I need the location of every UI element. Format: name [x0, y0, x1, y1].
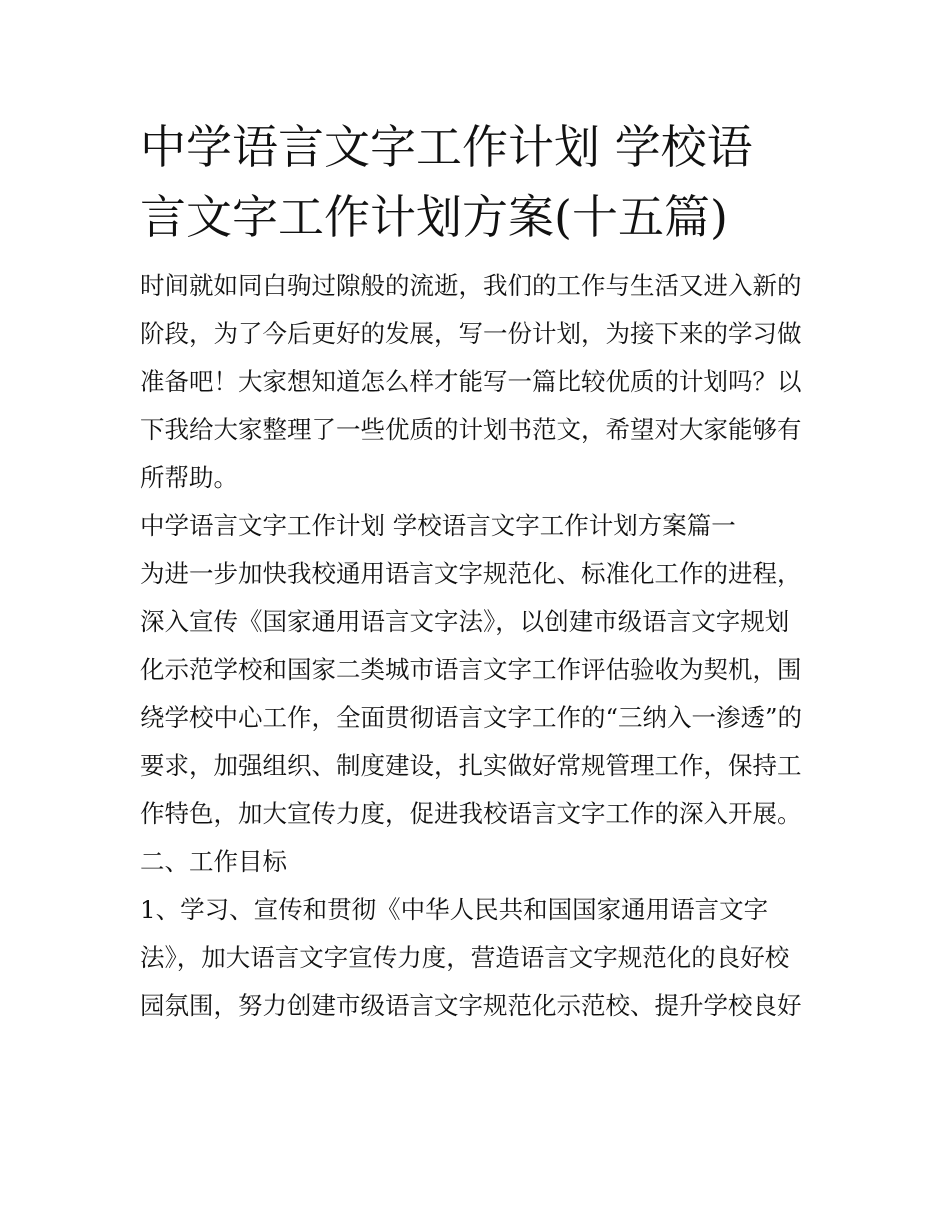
section-heading: 中学语言文字工作计划 学校语言文字工作计划方案篇一: [140, 511, 736, 540]
text-line: 为进一步加快我校通用语言文字规范化、标准化工作的进程，: [140, 559, 802, 588]
document-title: [140, 112, 816, 252]
text-line: 所帮助。: [140, 463, 238, 492]
text-line: 阶段，为了今后更好的发展，写一份计划，为接下来的学习做: [140, 319, 802, 348]
text-line: 下我给大家整理了一些优质的计划书范文，希望对大家能够有: [140, 415, 802, 444]
text-line: 绕学校中心工作，全面贯彻语言文字工作的“三纳入一渗透”的: [140, 703, 803, 732]
text-line: 化示范学校和国家二类城市语言文字工作评估验收为契机，围: [140, 655, 802, 684]
body-paragraph: [140, 550, 816, 838]
text-line: 园氛围，努力创建市级语言文字规范化示范校、提升学校良好: [140, 991, 802, 1020]
text-line: 时间就如同白驹过隙般的流逝，我们的工作与生活又进入新的: [140, 271, 802, 300]
text-line: 深入宣传《国家通用语言文字法》，以创建市级语言文字规划: [140, 607, 790, 636]
text-line: 法》，加大语言文字宣传力度，营造语言文字规范化的良好校: [140, 943, 790, 972]
goals-paragraph: [140, 886, 816, 1030]
document-content: [140, 112, 816, 1030]
goals-heading: 二、工作目标: [140, 847, 287, 876]
text-line: 准备吧！大家想知道怎么样才能写一篇比较优质的计划吗？以: [140, 367, 802, 396]
title-line: 中学语言文字工作计划 学校语: [140, 120, 753, 174]
text-line: 作特色，加大宣传力度，促进我校语言文字工作的深入开展。: [140, 799, 802, 828]
title-line: 言文字工作计划方案(十五篇): [140, 190, 728, 244]
intro-paragraph: [140, 262, 816, 502]
text-line: 1、学习、宣传和贯彻《中华人民共和国国家通用语言文字: [140, 895, 769, 924]
text-line: 要求，加强组织、制度建设，扎实做好常规管理工作，保持工: [140, 751, 802, 780]
